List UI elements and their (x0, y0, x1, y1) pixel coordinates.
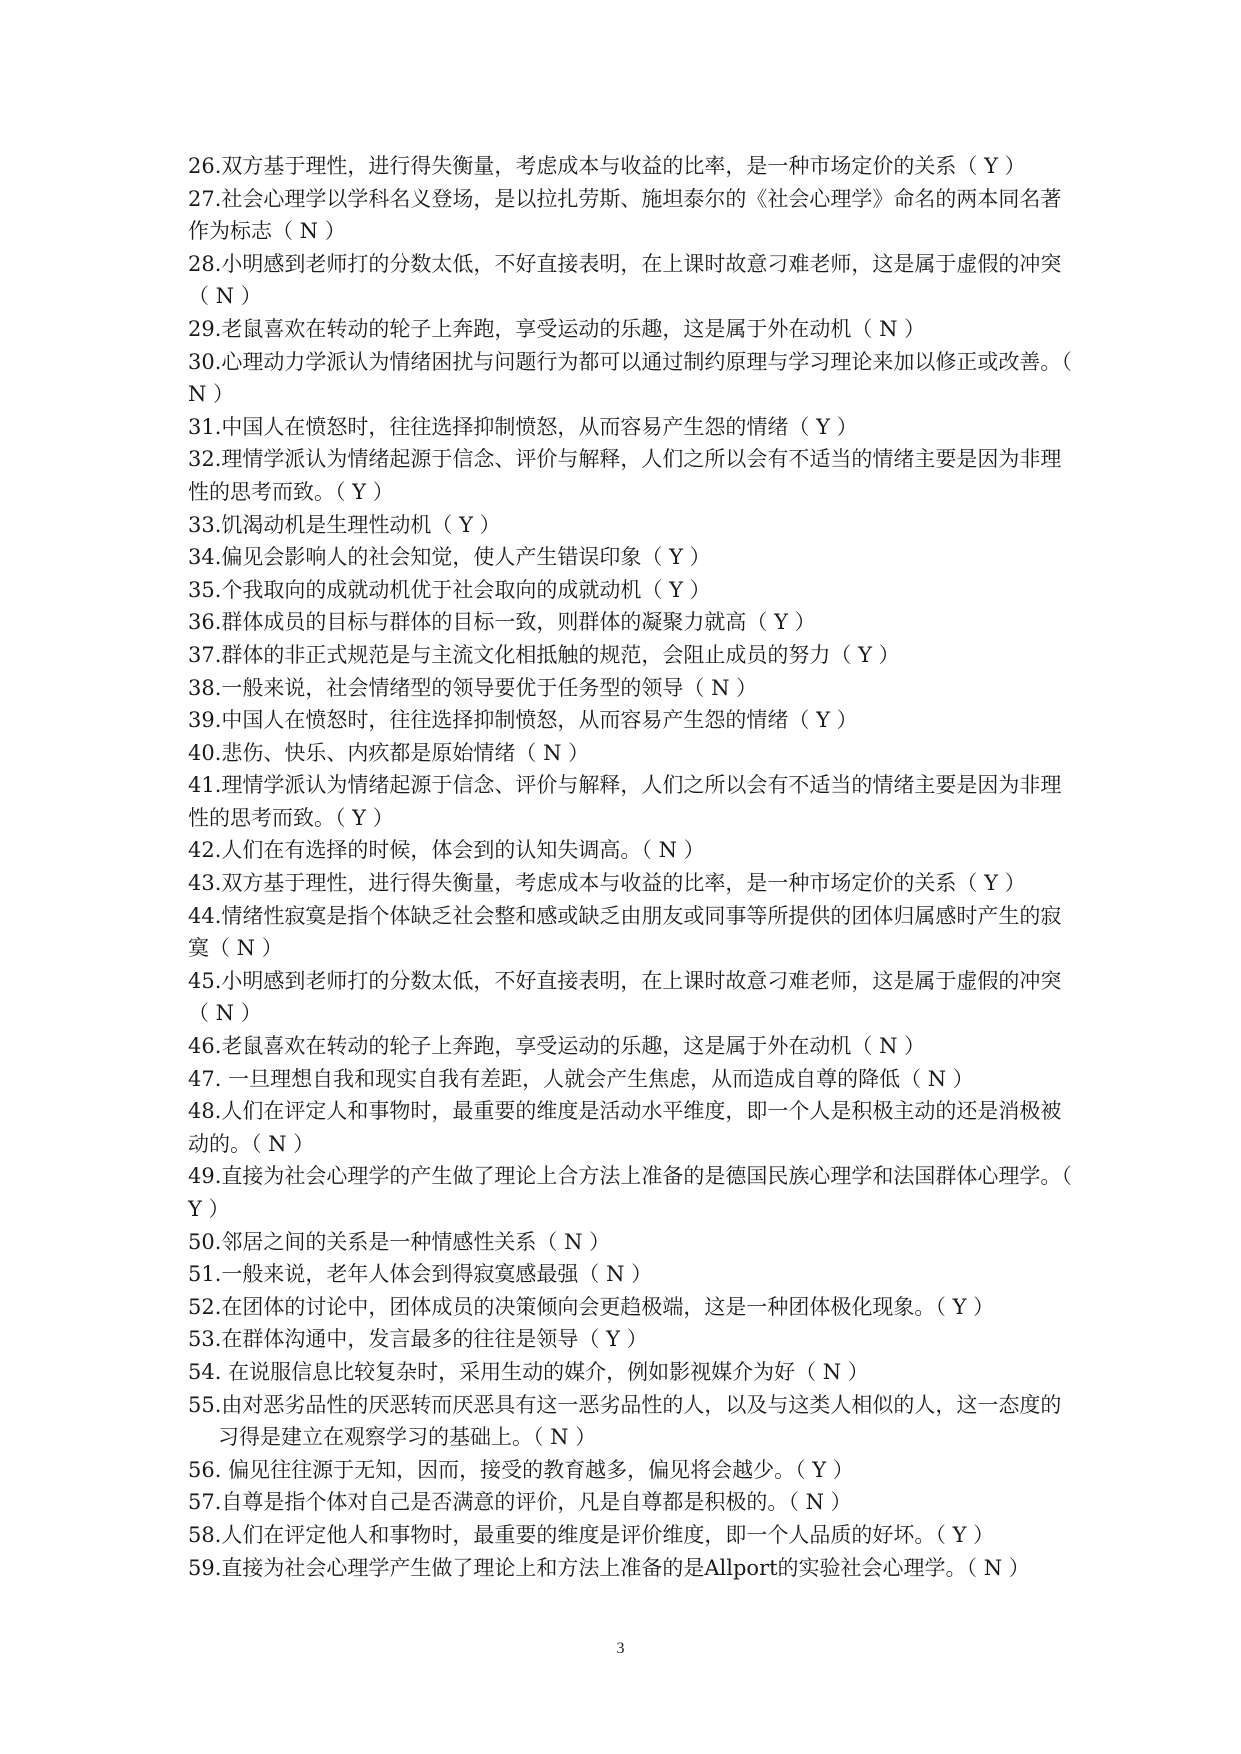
list-item: 47. 一旦理想自我和现实自我有差距，人就会产生焦虑，从而造成自尊的降低（ N ） (188, 1066, 974, 1091)
list-item: 55.由对恶劣品性的厌恶转而厌恶具有这一恶劣品性的人，以及与这类人相似的人，这一态度的习得是建立在观察学习的基础上。（ N ） (188, 1392, 1062, 1450)
list-item: 36.群体成员的目标与群体的目标一致，则群体的凝聚力就高（ Y ） (188, 610, 816, 635)
list-item: 34.偏见会影响人的社会知觉，使人产生错误印象（ Y ） (188, 545, 711, 570)
list-item: 32.理情学派认为情绪起源于信念、评价与解释，人们之所以会有不适当的情绪主要是因为非理性的思考而致。（ Y ） (188, 447, 1062, 504)
list-item: 54. 在说服信息比较复杂时，采用生动的媒介，例如影视媒介为好（ N ） (188, 1359, 869, 1384)
list-item: 59.直接为社会心理学产生做了理论上和方法上准备的是Allport的实验社会心理学。（ N ） (188, 1555, 1030, 1580)
question-list (188, 150, 1078, 1584)
list-item: 45.小明感到老师打的分数太低，不好直接表明，在上课时故意刁难老师，这是属于虚假的冲突（ N ） (188, 968, 1062, 1026)
list-item: 51.一般来说，老年人体会到得寂寞感最强（ N ） (188, 1262, 653, 1287)
list-item: 30.心理动力学派认为情绪困扰与问题行为都可以通过制约原理与学习理论来加以修正或改善。（ N ） (188, 349, 1072, 407)
list-item: 38.一般来说，社会情绪型的领导要优于任务型的领导（ N ） (188, 675, 758, 700)
list-item: 50.邻居之间的关系是一种情感性关系（ N ） (188, 1229, 611, 1254)
list-item: 52.在团体的讨论中，团体成员的决策倾向会更趋极端，这是一种团体极化现象。（ Y ） (188, 1294, 995, 1319)
list-item: 33.饥渴动机是生理性动机（ Y ） (188, 512, 501, 537)
list-item: 29.老鼠喜欢在转动的轮子上奔跑，享受运动的乐趣，这是属于外在动机（ N ） (188, 316, 926, 341)
list-item: 39.中国人在愤怒时，往往选择抑制愤怒，从而容易产生怨的情绪（ Y ） (188, 708, 858, 733)
list-item: 26.双方基于理性，进行得失衡量，考虑成本与收益的比率，是一种市场定价的关系（ Y ） (188, 154, 1026, 178)
list-item: 53.在群体沟通中，发言最多的往往是领导（ Y ） (188, 1327, 648, 1352)
list-item: 46.老鼠喜欢在转动的轮子上奔跑，享受运动的乐趣，这是属于外在动机（ N ） (188, 1034, 926, 1059)
list-item: 35.个我取向的成就动机优于社会取向的成就动机（ Y ） (188, 577, 711, 602)
list-item: 40.悲伤、快乐、内疚都是原始情绪（ N ） (188, 740, 590, 765)
list-item: 49.直接为社会心理学的产生做了理论上合方法上准备的是德国民族心理学和法国群体心理学。（ Y ） (188, 1164, 1072, 1221)
list-item: 58.人们在评定他人和事物时，最重要的维度是评价维度，即一个人品质的好坏。（ Y ） (188, 1522, 995, 1547)
list-item: 57.自尊是指个体对自己是否满意的评价，凡是自尊都是积极的。（ N ） (188, 1490, 852, 1515)
list-item: 37.群体的非正式规范是与主流文化相抵触的规范，会阻止成员的努力（ Y ） (188, 642, 900, 667)
list-item: 28.小明感到老师打的分数太低，不好直接表明，在上课时故意刁难老师，这是属于虚假的冲突（ N ） (188, 251, 1062, 309)
page-number: 3 (616, 1640, 625, 1657)
list-item: 42.人们在有选择的时候，体会到的认知失调高。（ N ） (188, 838, 705, 863)
list-item: 41.理情学派认为情绪起源于信念、评价与解释，人们之所以会有不适当的情绪主要是因为非理性的思考而致。（ Y ） (188, 773, 1062, 830)
list-item: 31.中国人在愤怒时，往往选择抑制愤怒，从而容易产生怨的情绪（ Y ） (188, 414, 858, 439)
list-item: 48.人们在评定人和事物时，最重要的维度是活动水平维度，即一个人是积极主动的还是消极被动的。（ N ） (188, 1099, 1062, 1156)
list-item: 43.双方基于理性，进行得失衡量，考虑成本与收益的比率，是一种市场定价的关系（ Y ） (188, 871, 1026, 896)
list-item: 56. 偏见往往源于无知，因而，接受的教育越多，偏见将会越少。（ Y ） (188, 1457, 854, 1482)
list-item: 27.社会心理学以学科名义登场，是以拉扎劳斯、施坦泰尔的《社会心理学》命名的两本同名著作为标志（ N ） (188, 186, 1062, 244)
list-item: 44.情绪性寂寞是指个体缺乏社会整和感或缺乏由朋友或同事等所提供的团体归属感时产生的寂寞（ N ） (188, 903, 1062, 961)
